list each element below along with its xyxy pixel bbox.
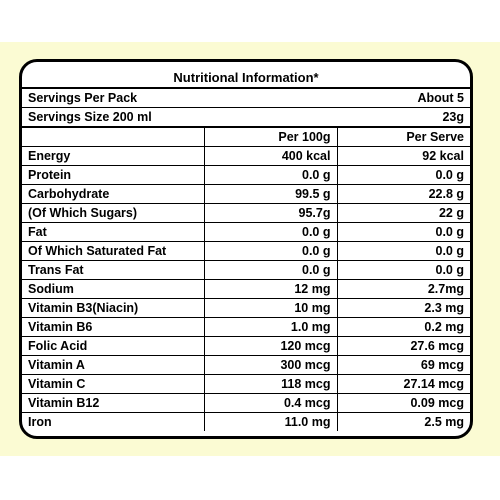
per-serve-value: 0.0 g — [337, 242, 470, 261]
table-row — [22, 204, 470, 223]
per-serve-value: 27.14 mcg — [337, 375, 470, 394]
per-serve-value: 27.6 mcg — [337, 337, 470, 356]
per-100g-value: 95.7g — [204, 204, 337, 223]
nutrient-name: Vitamin A — [22, 356, 204, 375]
table-row — [22, 166, 470, 185]
nutrient-name: Energy — [22, 147, 204, 166]
per-serve-value: 0.2 mg — [337, 318, 470, 337]
per-serve-value: 0.0 g — [337, 261, 470, 280]
nutrient-name: Sodium — [22, 280, 204, 299]
servings-per-pack-value: About 5 — [204, 89, 470, 108]
nutrient-name: Carbohydrate — [22, 185, 204, 204]
nutrient-name: Folic Acid — [22, 337, 204, 356]
table-row — [22, 242, 470, 261]
nutrient-name: Iron — [22, 413, 204, 432]
per-serve-value: 0.09 mcg — [337, 394, 470, 413]
nutrient-name: Vitamin C — [22, 375, 204, 394]
per-100g-value: 12 mg — [204, 280, 337, 299]
per-100g-value: 118 mcg — [204, 375, 337, 394]
servings-per-pack-row — [22, 89, 470, 108]
table-row — [22, 299, 470, 318]
serving-size-value: 23g — [204, 108, 470, 128]
per-serve-value: 22 g — [337, 204, 470, 223]
per-serve-value: 69 mcg — [337, 356, 470, 375]
per-100g-value: 0.4 mcg — [204, 394, 337, 413]
per-100g-value: 10 mg — [204, 299, 337, 318]
nutrition-table — [22, 89, 470, 431]
nutrient-name: Vitamin B3(Niacin) — [22, 299, 204, 318]
per-100g-value: 300 mcg — [204, 356, 337, 375]
nutrition-panel — [19, 59, 473, 439]
nutrient-name: Fat — [22, 223, 204, 242]
per-100g-value: 400 kcal — [204, 147, 337, 166]
per-100g-value: 0.0 g — [204, 242, 337, 261]
table-row — [22, 223, 470, 242]
table-row — [22, 375, 470, 394]
panel-title: Nutritional Information* — [22, 62, 470, 89]
per-100g-value: 0.0 g — [204, 261, 337, 280]
per-100g-value: 99.5 g — [204, 185, 337, 204]
per-100g-value: 11.0 mg — [204, 413, 337, 432]
per-100g-value: 1.0 mg — [204, 318, 337, 337]
table-row — [22, 337, 470, 356]
nutrient-name: Vitamin B12 — [22, 394, 204, 413]
column-header-blank — [22, 127, 204, 147]
per-serve-value: 0.0 g — [337, 166, 470, 185]
per-100g-value: 0.0 g — [204, 166, 337, 185]
column-header-row — [22, 127, 470, 147]
per-serve-value: 2.5 mg — [424, 415, 464, 429]
column-header-per-100g: Per 100g — [204, 127, 337, 147]
table-row — [22, 261, 470, 280]
column-header-per-serve: Per Serve — [337, 127, 470, 147]
per-100g-value: 0.0 g — [204, 223, 337, 242]
table-row — [22, 356, 470, 375]
table-row — [22, 413, 470, 432]
table-row — [22, 147, 470, 166]
per-100g-value: 120 mcg — [204, 337, 337, 356]
nutrient-name: Trans Fat — [22, 261, 204, 280]
serving-size-row — [22, 108, 470, 128]
nutrient-name: Of Which Saturated Fat — [22, 242, 204, 261]
table-row — [22, 394, 470, 413]
per-serve-value: 22.8 g — [337, 185, 470, 204]
nutrient-name: Vitamin B6 — [22, 318, 204, 337]
nutrient-name: Protein — [22, 166, 204, 185]
per-serve-value: 2.3 mg — [337, 299, 470, 318]
nutrient-name: (Of Which Sugars) — [22, 204, 204, 223]
per-serve-value: 92 kcal — [337, 147, 470, 166]
table-row — [22, 185, 470, 204]
table-row — [22, 318, 470, 337]
per-serve-value: 2.7mg — [337, 280, 470, 299]
table-row — [22, 280, 470, 299]
servings-per-pack-label: Servings Per Pack — [22, 89, 204, 108]
serving-size-label: Servings Size 200 ml — [22, 108, 204, 128]
per-serve-value: 0.0 g — [337, 223, 470, 242]
